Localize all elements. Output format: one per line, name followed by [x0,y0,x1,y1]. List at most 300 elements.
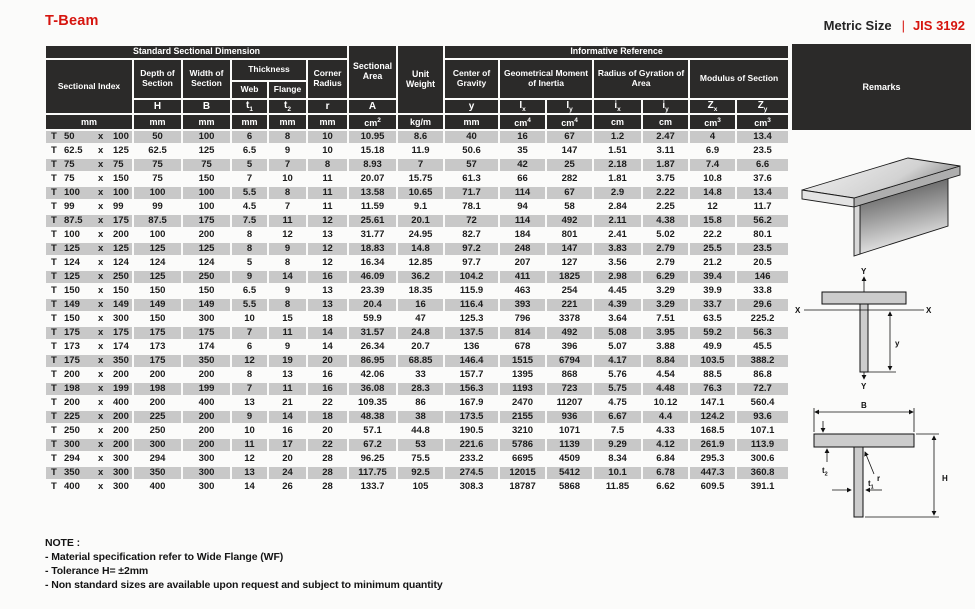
value-cell: 67.2 [349,439,396,451]
value-cell: 82.7 [462,229,481,241]
value-cell: 22 [322,397,333,409]
value-cell: 868 [561,369,578,381]
unit-cell: kg/m [398,115,443,129]
table-row [46,145,788,157]
value-cell: 300 [198,453,215,465]
value-cell: 22.2 [703,229,722,241]
sectional-index-cell: T 124 x 124 [51,257,129,269]
value-cell: 11 [269,327,306,339]
value-cell: 5868 [558,481,581,493]
notes-section [45,537,443,592]
value-cell: 250 [183,271,230,283]
value-cell: 173 [149,341,166,353]
value-cell: 9 [284,341,291,353]
value-cell: 40 [445,131,498,143]
value-cell: 463 [514,285,531,297]
value-cell: 117.75 [349,467,396,479]
note-line: - Material specification refer to Wide Flange (WF) [45,550,284,563]
value-cell: 3.83 [594,243,641,255]
value-cell: 125 [183,243,230,255]
section-flange [822,292,906,304]
value-cell: 21 [282,397,293,409]
t2-dimension-label: $t_2$ [822,466,828,478]
value-cell: 44.8 [411,425,430,437]
value-cell: 15.18 [360,145,385,157]
symbol-cell: A [349,100,396,113]
sectional-index-cell: T 300 x 200 [46,439,132,451]
value-cell: 5786 [500,439,545,451]
value-cell: 2.47 [643,131,688,143]
value-cell: 400 [198,397,215,409]
value-cell: 88.5 [703,369,722,381]
section-web [854,447,863,517]
value-cell: 66 [517,173,528,185]
standard-reference [824,18,965,33]
value-cell: 25.61 [349,215,396,227]
value-cell: 36.2 [398,271,443,283]
value-cell: 11 [308,187,347,199]
unit-cell: mm [134,115,181,129]
value-cell: 12 [232,355,267,367]
value-cell: 24.95 [408,229,433,241]
table-row [46,187,788,199]
value-cell: 100 [183,187,230,199]
value-cell: 20 [282,453,293,465]
value-cell: 11.7 [753,201,772,213]
value-cell: 16 [500,131,545,143]
b-dimension-label: B [861,401,867,410]
value-cell: 61.3 [462,173,481,185]
value-cell: 2.79 [643,243,688,255]
value-cell: 13.58 [349,187,396,199]
value-cell: 814 [500,327,545,339]
value-cell: 75 [152,173,163,185]
value-cell: 124 [198,257,215,269]
table-row [46,271,788,283]
value-cell: 1193 [500,383,545,395]
value-cell: 360.8 [737,467,788,479]
value-cell: 13 [282,369,293,381]
symbol-cell: B [183,100,230,113]
value-cell: 250 [149,425,166,437]
value-cell: 233.2 [459,453,484,465]
value-cell: 75.5 [411,453,430,465]
value-cell: 147.1 [700,397,725,409]
value-cell: 14 [269,411,306,423]
value-cell: 300 [134,439,181,451]
sectional-index-cell: T 400 x 300 [51,481,129,493]
table-row [46,425,788,437]
value-cell: 261.9 [690,439,735,451]
value-cell: 18 [308,411,347,423]
sectional-index-cell: T 294 x 300 [51,453,129,465]
value-cell: 9.29 [594,439,641,451]
remarks-header [792,44,971,130]
table-row [46,173,788,185]
value-cell: 114 [500,187,545,199]
value-cell: 174 [198,341,215,353]
value-cell: 25.5 [690,243,735,255]
value-cell: 2.84 [608,201,627,213]
sectional-index-cell: T 150 x 300 [51,313,129,325]
value-cell: 10 [322,145,333,157]
value-cell: 29.6 [737,299,788,311]
value-cell: 801 [561,229,578,241]
value-cell: 6 [232,131,267,143]
value-cell: 7 [246,173,253,185]
col-web: Web [232,82,267,98]
value-cell: 75 [134,159,181,171]
value-cell: 175 [134,327,181,339]
unit-cell: $cm^2$ [349,115,396,129]
value-cell: 10.8 [703,173,722,185]
value-cell: 71.7 [445,187,498,199]
value-cell: 295.3 [700,453,725,465]
value-cell: 221 [547,299,592,311]
value-cell: 175 [134,355,181,367]
unit-cell: $cm^4$ [547,115,592,129]
value-cell: 114 [500,215,545,227]
value-cell: 97.7 [462,257,481,269]
value-cell: 133.7 [360,481,385,493]
value-cell: 104.2 [445,271,498,283]
value-cell: 115.9 [459,285,484,297]
value-cell: 4.38 [643,215,688,227]
sectional-index-cell: T 99 x 99 [51,201,124,213]
table-row [46,411,788,423]
table-row [46,467,788,479]
value-cell: 19 [269,355,306,367]
value-cell: 150 [149,313,166,325]
value-cell: 3.29 [643,299,688,311]
sectional-index-cell: T 50 x 100 [46,131,132,143]
value-cell: 796 [514,313,531,325]
y-dimension-label: y [895,339,900,348]
value-cell: 13.4 [737,131,788,143]
symbol-cell: $I_y$ [547,100,592,113]
value-cell: 76.3 [690,383,735,395]
col-unit-weight: Unit Weight [398,46,443,113]
value-cell: 36.08 [349,383,396,395]
value-cell: 2.79 [656,257,675,269]
value-cell: 20.07 [360,173,385,185]
value-cell: 2.22 [643,187,688,199]
value-cell: 87.5 [134,215,181,227]
sectional-index-cell: T 173 x 174 [51,341,129,353]
value-cell: 12 [322,257,333,269]
value-cell: 350 [134,467,181,479]
symbol-cell: $Z_x$ [690,100,735,113]
value-cell: 12 [308,215,347,227]
value-cell: 20.5 [753,257,772,269]
table-row [46,243,788,255]
symbol-cell: $i_x$ [594,100,641,113]
group-standard-dimension: Standard Sectional Dimension [46,46,347,58]
value-cell: 225.2 [750,313,775,325]
value-cell: 4.75 [608,397,627,409]
value-cell: 127 [561,257,578,269]
value-cell: 86 [415,397,426,409]
value-cell: 10 [244,425,255,437]
value-cell: 28.3 [398,383,443,395]
value-cell: 11.9 [411,145,430,157]
value-cell: 393 [500,299,545,311]
value-cell: 156.3 [445,383,498,395]
value-cell: 391.1 [750,481,775,493]
value-cell: 46.09 [349,271,396,283]
value-cell: 1.51 [608,145,627,157]
value-cell: 33.8 [753,285,772,297]
value-cell: 190.5 [459,425,484,437]
unit-cell: mm [46,115,132,129]
value-cell: 9 [269,243,306,255]
symbol-cell: $t_2$ [269,100,306,113]
value-cell: 48.38 [349,411,396,423]
col-thickness: Thickness [232,60,306,80]
value-cell: 5 [232,159,267,171]
table-row [46,481,788,493]
value-cell: 103.5 [690,355,735,367]
value-cell: 1139 [547,439,592,451]
value-cell: 16 [322,369,333,381]
value-cell: 14 [308,327,347,339]
value-cell: 14 [269,271,306,283]
value-cell: 26 [282,481,293,493]
value-cell: 39.4 [690,271,735,283]
value-cell: 5.75 [594,383,641,395]
value-cell: 35 [517,145,528,157]
value-cell: 300 [198,481,215,493]
value-cell: 28 [308,467,347,479]
value-cell: 22 [308,439,347,451]
value-cell: 6.67 [594,411,641,423]
value-cell: 62.5 [148,145,167,157]
table-row [46,341,788,353]
t1-dimension-label: $t_1$ [868,479,874,491]
sectional-index-cell: T 62.5 x 125 [51,145,129,157]
value-cell: 150 [198,285,215,297]
value-cell: 2.9 [594,187,641,199]
value-cell: 12.85 [408,257,433,269]
group-informative-reference: Informative Reference [445,46,788,58]
col-center-gravity: Center of Gravity [445,60,498,98]
symbol-cell: $t_1$ [232,100,267,113]
value-cell: 59.9 [363,313,382,325]
value-cell: 149 [183,299,230,311]
value-cell: 207 [514,257,531,269]
sectional-index-cell: T 200 x 200 [51,369,129,381]
table-row [46,201,788,213]
value-cell: 1.87 [643,159,688,171]
unit-cell: mm [269,115,306,129]
value-cell: 8 [308,159,347,171]
y-axis-label-top: Y [861,267,867,276]
value-cell: 4.45 [608,285,627,297]
value-cell: 18787 [509,481,536,493]
metric-size-label: Metric Size [823,18,892,33]
value-cell: 16 [308,383,347,395]
remarks-label: Remarks [862,82,901,92]
col-sectional-index: Sectional Index [46,60,132,113]
value-cell: 11 [322,201,333,213]
note-line: - Tolerance H= ±2mm [45,564,149,577]
unit-cell: $cm^3$ [737,115,788,129]
value-cell: 11 [322,173,333,185]
value-cell: 18.35 [408,285,433,297]
cross-section-axes-diagram [794,266,934,392]
value-cell: 167.9 [459,397,484,409]
value-cell: 86.95 [349,355,396,367]
table-row [46,327,788,339]
x-axis-label-right: X [926,306,932,315]
table-row [46,397,788,409]
value-cell: 99 [152,201,163,213]
value-cell: 6.78 [643,467,688,479]
value-cell: 20.1 [398,215,443,227]
value-cell: 13 [232,467,267,479]
cross-section-dimensions-diagram [802,394,954,536]
value-cell: 10 [244,313,255,325]
value-cell: 7.4 [690,159,735,171]
note-line: - Non standard sizes are available upon request and subject to minimum quantity [45,578,443,591]
sectional-index-cell: T 175 x 350 [46,355,132,367]
value-cell: 57.1 [363,425,382,437]
value-cell: 13 [322,285,333,297]
value-cell: 300 [198,313,215,325]
unit-cell: mm [232,115,267,129]
value-cell: 10.1 [594,467,641,479]
value-cell: 37.6 [753,173,772,185]
unit-cell: $cm^3$ [690,115,735,129]
value-cell: 11.85 [605,481,630,493]
value-cell: 3.29 [656,285,675,297]
value-cell: 282 [561,173,578,185]
sectional-index-cell: T 100 x 100 [46,187,132,199]
value-cell: 4.4 [643,411,688,423]
value-cell: 53 [398,439,443,451]
value-cell: 198 [134,383,181,395]
value-cell: 124.2 [690,411,735,423]
value-cell: 5.76 [608,369,627,381]
value-cell: 47 [415,313,426,325]
value-cell: 6.62 [656,481,675,493]
value-cell: 125.3 [459,313,484,325]
col-flange: Flange [269,82,306,98]
value-cell: 411 [500,271,545,283]
table-row [46,229,788,241]
value-cell: 12 [707,201,718,213]
value-cell: 45.5 [753,341,772,353]
value-cell: 67 [547,131,592,143]
value-cell: 150 [198,173,215,185]
value-cell: 7 [269,159,306,171]
value-cell: 5 [246,257,253,269]
section-web [860,304,868,372]
table-row [46,439,788,451]
value-cell: 8 [284,257,291,269]
value-cell: 28 [322,453,333,465]
value-cell: 200 [183,411,230,423]
table-body [46,131,788,493]
value-cell: 50.6 [462,145,481,157]
sectional-index-cell: T 100 x 200 [51,229,129,241]
sectional-index-cell: T 75 x 75 [46,159,132,171]
value-cell: 1.2 [594,131,641,143]
value-cell: 28 [322,481,333,493]
value-cell: 4.54 [656,369,675,381]
value-cell: 173.5 [445,411,498,423]
value-cell: 6.29 [643,271,688,283]
value-cell: 6794 [547,355,592,367]
value-cell: 8.84 [643,355,688,367]
value-cell: 11 [269,215,306,227]
value-cell: 274.5 [445,467,498,479]
jis-standard-label: JIS 3192 [912,18,965,33]
value-cell: 42 [500,159,545,171]
value-cell: 723 [547,383,592,395]
value-cell: 2.41 [608,229,627,241]
unit-cell: mm [183,115,230,129]
value-cell: 12 [282,229,293,241]
value-cell: 2470 [511,397,534,409]
value-cell: 294 [149,453,166,465]
value-cell: 8.6 [398,131,443,143]
value-cell: 10 [282,173,293,185]
value-cell: 23.39 [360,285,385,297]
value-cell: 6 [246,341,253,353]
value-cell: 86.8 [753,369,772,381]
h-dimension-label: H [942,474,948,483]
value-cell: 175 [183,327,230,339]
value-cell: 7 [398,159,443,171]
value-cell: 24.8 [398,327,443,339]
unit-cell: mm [445,115,498,129]
value-cell: 107.1 [750,425,775,437]
sectional-index-cell: T 250 x 200 [51,425,129,437]
value-cell: 7.5 [610,425,625,437]
value-cell: 1825 [547,271,592,283]
value-cell: 146 [737,271,788,283]
value-cell: 18 [322,313,333,325]
value-cell: 12 [308,243,347,255]
value-cell: 1515 [500,355,545,367]
col-width: Width of Section [183,60,230,98]
value-cell: 168.5 [700,425,725,437]
r-pointer-line [865,452,874,474]
y-axis-label-bottom: Y [861,382,867,391]
value-cell: 3.56 [608,257,627,269]
col-modulus-section: Modulus of Section [690,60,788,98]
value-cell: 9 [284,145,291,157]
col-corner-radius: Corner Radius [308,60,347,98]
value-cell: 14 [322,341,333,353]
value-cell: 9 [284,285,291,297]
value-cell: 200 [149,369,166,381]
value-cell: 3.95 [643,327,688,339]
value-cell: 13.4 [737,187,788,199]
value-cell: 300.6 [750,453,775,465]
value-cell: 400 [149,481,166,493]
value-cell: 20.4 [349,299,396,311]
value-cell: 3378 [558,313,581,325]
value-cell: 93.6 [737,411,788,423]
value-cell: 8 [246,369,253,381]
value-cell: 609.5 [700,481,725,493]
t-beam-spec-table [44,44,790,495]
value-cell: 100 [149,229,166,241]
table-row [46,131,788,143]
value-cell: 350 [183,355,230,367]
